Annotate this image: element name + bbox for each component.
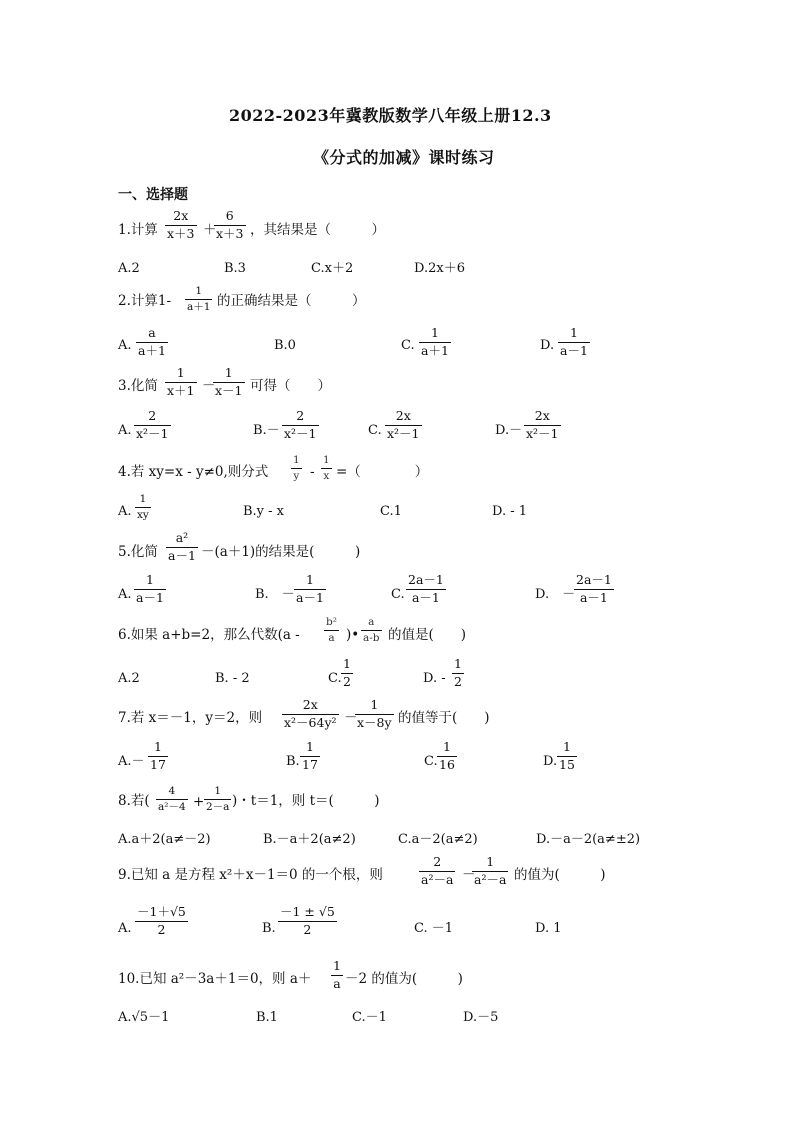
question-text: )・t＝1，则 t＝( ) [232,793,380,809]
option-b[interactable]: B.－a＋2(a≠2) [263,832,356,847]
option-b[interactable]: B.3 [224,261,246,276]
fraction: $\frac{a}{a+1}$ [138,325,166,358]
fraction: $\frac{1}{xy}$ [137,493,149,521]
option-b[interactable]: B. - 2 [215,671,250,686]
option-a[interactable]: A.2 [118,261,140,276]
question-text: 8.若( [118,793,150,809]
fraction: $\frac{-1 \pm √5}{2}$ [280,904,335,937]
option-b[interactable]: B.y - x [243,504,285,519]
question-text: 3.化简 [118,378,158,394]
fraction: $\frac{\text{a²}}{a-1}$ [168,530,196,563]
fraction: $\frac{1}{17}$ [150,739,166,772]
option-c[interactable]: C. [424,754,438,769]
fraction: $\frac{2a-1}{a-1}$ [408,572,444,605]
question-text: 2.计算1- [118,293,172,309]
option-c[interactable]: C. [391,587,405,602]
option-d[interactable]: D. [543,754,558,769]
fraction: $\frac{1}{a}$ [333,958,341,991]
question-text: =（ ） [336,464,429,480]
option-b[interactable]: B. － [255,587,295,602]
fraction: $\frac{1}{x+1}$ [167,365,195,398]
fraction: $\frac{6}{x+3}$ [216,208,244,241]
operator: - [310,464,315,480]
operator: － [462,867,476,883]
fraction: $\frac{2}{\text{x²－1}}$ [284,408,317,441]
option-d[interactable]: D. - [423,671,446,686]
question-text: 的值等于( ) [398,710,490,726]
option-a[interactable]: A. [118,504,132,519]
option-c[interactable]: C. [368,423,382,438]
fraction: $\frac{2}{\text{x²－1}}$ [136,408,169,441]
fraction: $\frac{1}{a-1}$ [296,572,324,605]
question-text: 7.若 x＝－1，y＝2，则 [118,710,263,726]
option-d[interactable]: D. - 1 [492,504,528,519]
option-a[interactable]: A.－ [118,754,145,769]
option-c[interactable]: C.a－2(a≠2) [398,832,478,847]
question-text: 4.若 xy=x - y≠0,则分式 [118,464,269,480]
option-c[interactable]: C.1 [380,504,402,519]
fraction: $\frac{1}{a+1}$ [187,285,211,313]
option-c[interactable]: C. [328,671,342,686]
fraction: $\frac{2a-1}{a-1}$ [576,572,612,605]
fraction: $\frac{1}{y}$ [293,454,300,482]
fraction: $\frac{1}{x}$ [323,454,330,482]
fraction: $\frac{1}{17}$ [302,739,318,772]
option-c[interactable]: C. －1 [414,921,454,936]
question-text: 的正确结果是（ ） [217,293,366,309]
fraction: $\frac{1}{16}$ [439,739,455,772]
fraction: $\frac{1}{\text{a²－a}}$ [474,854,507,887]
fraction: $\frac{a}{a-b}$ [363,616,380,644]
fraction: $\frac{-1+√5}{2}$ [137,904,186,937]
option-d[interactable]: D. [540,338,555,353]
fraction: $\frac{1}{2}$ [343,656,351,689]
question-text: 9.已知 a 是方程 x²＋x－1＝0 的一个根，则 [118,867,383,883]
question-text: 1.计算 [118,222,158,238]
option-a[interactable]: A. [118,587,132,602]
operator: ＋ [203,222,217,238]
question-text: 10.已知 a²－3a＋1＝0，则 a＋ [118,971,312,987]
option-a[interactable]: A. [118,921,132,936]
fraction: $\frac{\text{b²}}{a}$ [326,616,337,644]
fraction: $\frac{1}{a-1}$ [136,572,164,605]
option-d[interactable]: D.－ [495,423,523,438]
option-d[interactable]: D. － [535,587,576,602]
fraction: $\frac{1}{x-1}$ [215,365,243,398]
option-d[interactable]: D. 1 [535,921,562,936]
fraction: $\frac{2x}{x+3}$ [167,208,195,241]
fraction: $\frac{4}{\text{a²－4}}$ [158,785,186,813]
fraction: $\frac{2x}{\text{x²－64y²}}$ [284,697,337,730]
operator: － [344,710,358,726]
fraction: $\frac{2x}{\text{x²－1}}$ [526,408,559,441]
fraction: $\frac{1}{a-1}$ [560,325,588,358]
question-text: －2 的值为( ) [345,971,463,987]
option-c[interactable]: C.－1 [352,1010,387,1025]
option-c[interactable]: C.x＋2 [311,261,354,276]
option-a[interactable]: A. [118,423,132,438]
fraction: $\frac{1}{2-a}$ [206,785,230,813]
operator: )• [346,627,360,643]
document-title: 2022-2023年冀教版数学八年级上册12.3 [229,106,552,125]
question-text: ，其结果是（ ） [250,222,385,238]
option-a[interactable]: A. [118,338,132,353]
option-b[interactable]: B. [286,754,300,769]
fraction: $\frac{1}{a+1}$ [421,325,449,358]
question-text: 可得（ ） [250,378,331,394]
question-text: －(a＋1)的结果是( ) [201,544,361,560]
operator: － [202,378,216,394]
fraction: $\frac{1}{2}$ [454,656,462,689]
fraction: $\frac{2x}{\text{x²－1}}$ [387,408,420,441]
option-d[interactable]: D.－a－2(a≠±2) [536,832,641,847]
document-subtitle: 《分式的加减》课时练习 [313,148,495,167]
option-c[interactable]: C. [401,338,415,353]
fraction: $\frac{2}{\text{a²－a}}$ [421,854,454,887]
option-a[interactable]: A.√5－1 [118,1010,170,1025]
option-d[interactable]: D.－5 [463,1010,499,1025]
operator: + [193,794,205,810]
option-a[interactable]: A.a＋2(a≠－2) [118,832,211,847]
question-text: 的值是( ) [388,627,467,643]
section-heading: 一、选择题 [118,187,188,203]
option-b[interactable]: B.1 [256,1010,278,1025]
question-text: 的值为( ) [514,867,606,883]
option-b[interactable]: B.－ [253,423,280,438]
fraction: $\frac{1}{x-8y}$ [357,697,392,730]
question-text: 6.如果 a+b=2，那么代数(a - [118,627,300,643]
option-b[interactable]: B.0 [274,338,296,353]
fraction: $\frac{1}{15}$ [559,739,575,772]
option-d[interactable]: D.2x＋6 [414,261,465,276]
option-a[interactable]: A.2 [118,671,140,686]
question-text: 5.化简 [118,544,158,560]
option-b[interactable]: B. [262,921,276,936]
